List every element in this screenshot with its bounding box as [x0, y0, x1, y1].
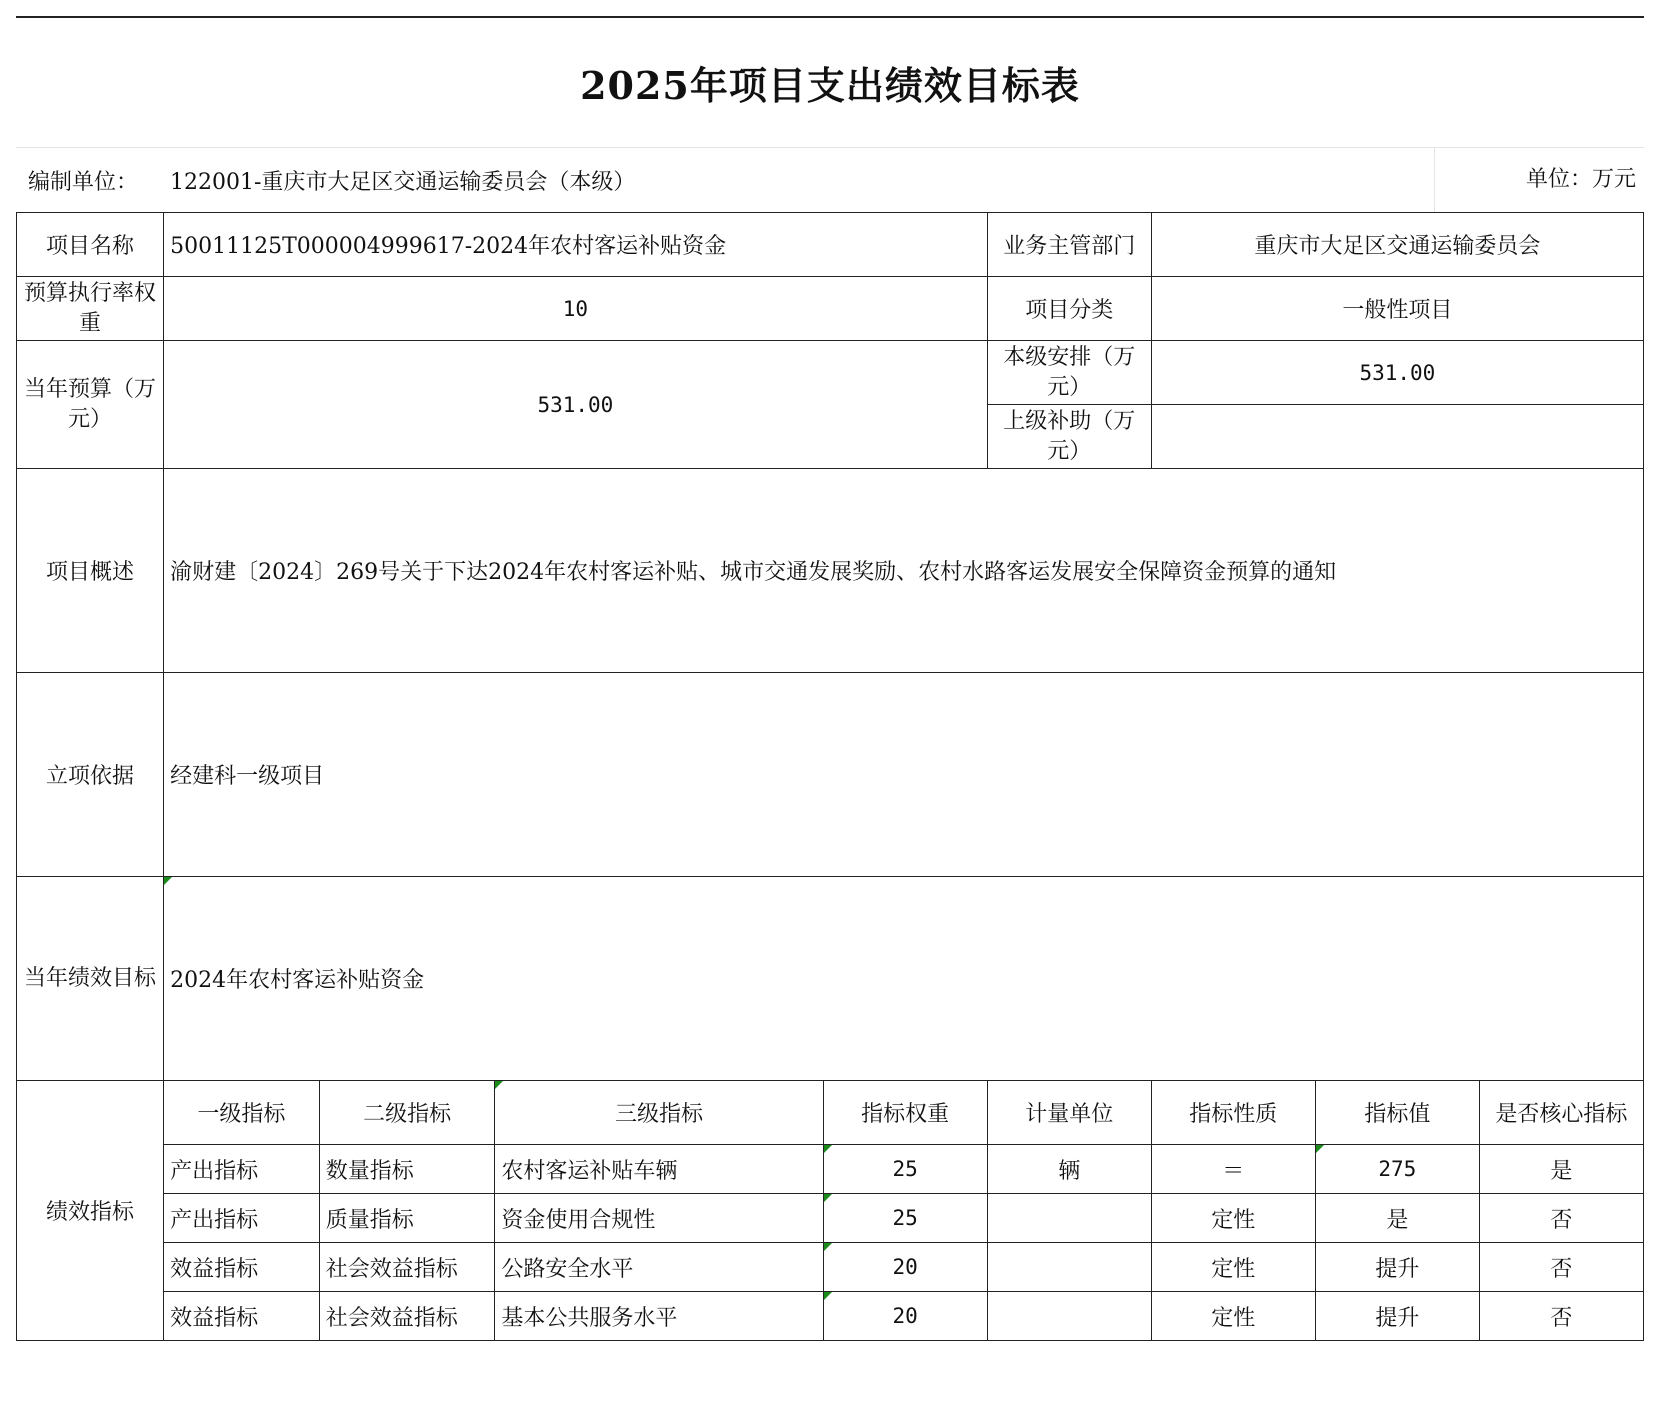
weight-label: 预算执行率权重 — [17, 277, 164, 341]
cell-level1: 效益指标 — [164, 1243, 320, 1292]
cell-unit — [987, 1243, 1151, 1292]
dept-value: 重庆市大足区交通运输委员会 — [1151, 213, 1643, 277]
header-value: 指标值 — [1315, 1081, 1479, 1145]
upper-value — [1151, 405, 1643, 469]
cell-level2: 质量指标 — [319, 1194, 495, 1243]
org-value: 122001-重庆市大足区交通运输委员会（本级） — [170, 169, 636, 195]
header-unit: 计量单位 — [987, 1081, 1151, 1145]
cell-level3: 资金使用合规性 — [495, 1194, 823, 1243]
table-row — [17, 1194, 1644, 1243]
basis-value: 经建科一级项目 — [164, 673, 1644, 877]
name-label: 项目名称 — [17, 213, 164, 277]
cell-core: 否 — [1479, 1292, 1643, 1341]
cell-level2: 社会效益指标 — [319, 1243, 495, 1292]
category-value: 一般性项目 — [1151, 277, 1643, 341]
cell-unit: 辆 — [987, 1145, 1151, 1194]
row-weight — [17, 277, 1644, 341]
budget-label: 当年预算（万元） — [17, 341, 164, 469]
cell-core: 是 — [1479, 1145, 1643, 1194]
goal-value: 2024年农村客运补贴资金 — [164, 877, 1644, 1081]
cell-nature: ＝ — [1151, 1145, 1315, 1194]
cell-value: 275 — [1315, 1145, 1479, 1194]
overview-label: 项目概述 — [17, 469, 164, 673]
cell-unit — [987, 1194, 1151, 1243]
header-nature: 指标性质 — [1151, 1081, 1315, 1145]
local-value: 531.00 — [1151, 341, 1643, 405]
overview-value: 渝财建〔2024〕269号关于下达2024年农村客运补贴、城市交通发展奖励、农村水路客运发展安全保障资金预算的通知 — [164, 469, 1644, 673]
cell-core: 否 — [1479, 1243, 1643, 1292]
cell-weight: 20 — [823, 1292, 987, 1341]
cell-level1: 产出指标 — [164, 1194, 320, 1243]
basis-label: 立项依据 — [17, 673, 164, 877]
header-level1: 一级指标 — [164, 1081, 320, 1145]
indicator-header-row — [17, 1081, 1644, 1145]
header-weight: 指标权重 — [823, 1081, 987, 1145]
dept-label: 业务主管部门 — [987, 213, 1151, 277]
row-budget-local — [17, 341, 1644, 405]
cell-level2: 数量指标 — [319, 1145, 495, 1194]
cell-level2: 社会效益指标 — [319, 1292, 495, 1341]
row-goal — [17, 877, 1644, 1081]
table-row — [17, 1292, 1644, 1341]
header-level2: 二级指标 — [319, 1081, 495, 1145]
cell-weight: 25 — [823, 1145, 987, 1194]
cell-nature: 定性 — [1151, 1292, 1315, 1341]
row-project-name — [17, 213, 1644, 277]
table-row — [17, 1145, 1644, 1194]
indicator-section-label: 绩效指标 — [17, 1081, 164, 1341]
cell-unit — [987, 1292, 1151, 1341]
cell-nature: 定性 — [1151, 1194, 1315, 1243]
weight-value: 10 — [164, 277, 988, 341]
page-title: 2025年项目支出绩效目标表 — [580, 63, 1080, 108]
cell-weight: 20 — [823, 1243, 987, 1292]
row-basis — [17, 673, 1644, 877]
cell-weight: 25 — [823, 1194, 987, 1243]
upper-label: 上级补助（万元） — [987, 405, 1151, 469]
cell-level1: 效益指标 — [164, 1292, 320, 1341]
cell-value: 提升 — [1315, 1292, 1479, 1341]
header-level3: 三级指标 — [495, 1081, 823, 1145]
local-label: 本级安排（万元） — [987, 341, 1151, 405]
header-core: 是否核心指标 — [1479, 1081, 1643, 1145]
title-row — [16, 16, 1644, 147]
cell-core: 否 — [1479, 1194, 1643, 1243]
category-label: 项目分类 — [987, 277, 1151, 341]
org-unit-row — [16, 147, 1644, 212]
cell-nature: 定性 — [1151, 1243, 1315, 1292]
cell-value: 提升 — [1315, 1243, 1479, 1292]
performance-sheet — [16, 16, 1644, 1341]
unit-label: 单位：万元 — [1434, 148, 1644, 212]
org-label: 编制单位： — [28, 169, 139, 195]
cell-level3: 基本公共服务水平 — [495, 1292, 823, 1341]
cell-level3: 公路安全水平 — [495, 1243, 823, 1292]
cell-level3: 农村客运补贴车辆 — [495, 1145, 823, 1194]
project-table — [16, 212, 1644, 1341]
table-row — [17, 1243, 1644, 1292]
cell-level1: 产出指标 — [164, 1145, 320, 1194]
cell-value: 是 — [1315, 1194, 1479, 1243]
goal-label: 当年绩效目标 — [17, 877, 164, 1081]
name-value: 50011125T000004999617-2024年农村客运补贴资金 — [164, 213, 988, 277]
budget-value: 531.00 — [164, 341, 988, 469]
row-overview — [17, 469, 1644, 673]
